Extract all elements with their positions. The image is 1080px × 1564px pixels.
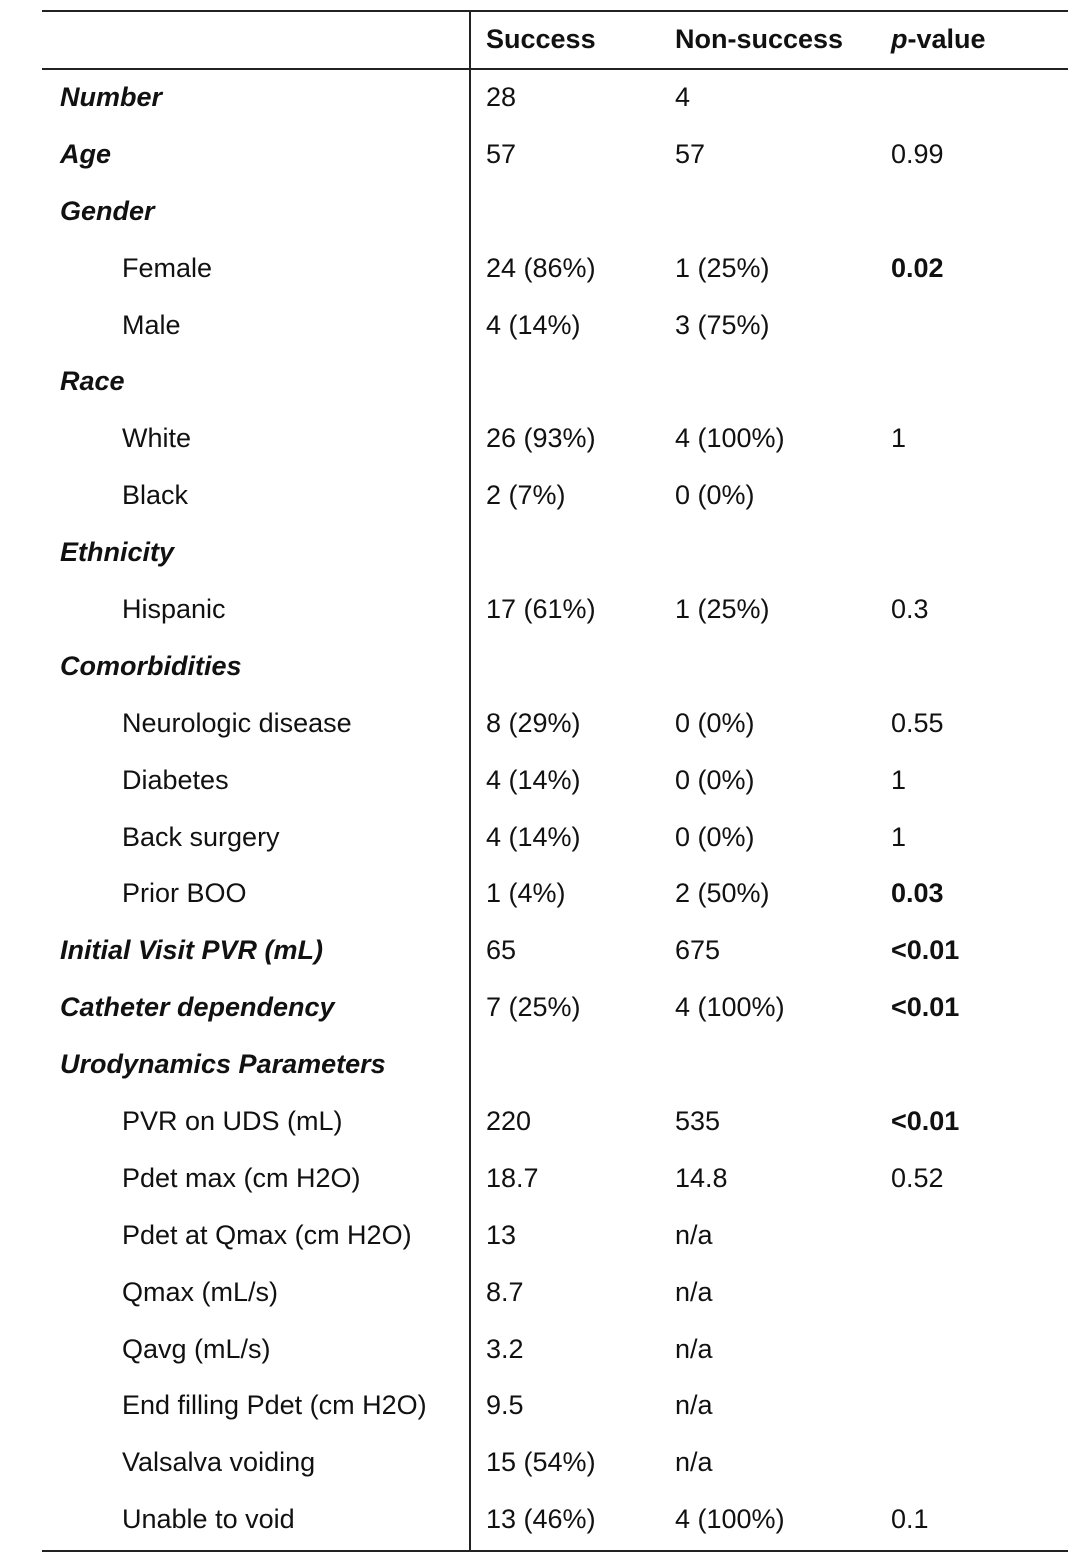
- cell-p-value: 0.02: [891, 252, 944, 283]
- cell-non-success: n/a: [675, 1333, 713, 1364]
- cell-success: 8 (29%): [486, 707, 581, 738]
- table-row: [42, 1265, 1068, 1322]
- cell-success: 9.5: [486, 1390, 524, 1421]
- cell-success: 1 (4%): [486, 878, 566, 909]
- table-header-row: [42, 10, 1068, 68]
- cell-non-success: 1 (25%): [675, 594, 770, 625]
- header-non-success: Non-success: [675, 24, 844, 54]
- cell-success: 220: [486, 1106, 532, 1137]
- table-row: [42, 1037, 1068, 1094]
- row-sub-label: Pdet at Qmax (cm H2O): [122, 1219, 412, 1250]
- table-row: [42, 70, 1068, 127]
- row-sub-label: Diabetes: [122, 764, 229, 795]
- cell-non-success: 3 (75%): [675, 309, 770, 340]
- cell-non-success: 57: [675, 138, 706, 169]
- cell-non-success: 0 (0%): [675, 821, 755, 852]
- table-row: [42, 923, 1068, 980]
- cell-success: 57: [486, 138, 517, 169]
- row-section-label: Gender: [60, 195, 155, 226]
- cell-success: 65: [486, 935, 517, 966]
- cell-success: 18.7: [486, 1162, 539, 1193]
- table-row: [42, 1492, 1068, 1549]
- table-row: [42, 1094, 1068, 1151]
- table-row: [42, 980, 1068, 1037]
- table-bottom-rule: [42, 1550, 1068, 1552]
- table-row: [42, 810, 1068, 867]
- row-section-label: Ethnicity: [60, 537, 175, 568]
- cell-non-success: 2 (50%): [675, 878, 770, 909]
- header-p-italic: p: [891, 24, 908, 54]
- header-p-rest: -value: [907, 24, 986, 54]
- cell-non-success: n/a: [675, 1390, 713, 1421]
- cell-non-success: 535: [675, 1106, 721, 1137]
- table-row: [42, 1208, 1068, 1265]
- row-section-label: Race: [60, 366, 125, 397]
- row-section-label: Urodynamics Parameters: [60, 1049, 386, 1080]
- cell-non-success: 4 (100%): [675, 992, 785, 1023]
- row-section-label: Catheter dependency: [60, 992, 335, 1023]
- table-row: [42, 411, 1068, 468]
- table-row: [42, 1435, 1068, 1492]
- cell-p-value: 0.55: [891, 707, 944, 738]
- row-sub-label: Pdet max (cm H2O): [122, 1162, 361, 1193]
- table-body: [42, 70, 1068, 1549]
- cell-p-value: <0.01: [891, 992, 960, 1023]
- cell-success: 26 (93%): [486, 423, 596, 454]
- row-sub-label: End filling Pdet (cm H2O): [122, 1390, 427, 1421]
- cell-success: 24 (86%): [486, 252, 596, 283]
- cell-non-success: n/a: [675, 1219, 713, 1250]
- cell-success: 3.2: [486, 1333, 524, 1364]
- row-sub-label: Black: [122, 480, 189, 511]
- cell-p-value: 1: [891, 821, 907, 852]
- cell-p-value: 0.1: [891, 1504, 929, 1535]
- row-sub-label: Hispanic: [122, 594, 226, 625]
- table-row: [42, 582, 1068, 639]
- row-sub-label: Male: [122, 309, 181, 340]
- table-row: [42, 639, 1068, 696]
- header-success: Success: [486, 24, 596, 54]
- row-section-label: Age: [60, 138, 112, 169]
- cell-p-value: 0.99: [891, 138, 944, 169]
- cell-non-success: n/a: [675, 1447, 713, 1478]
- cell-p-value: <0.01: [891, 935, 960, 966]
- row-sub-label: Prior BOO: [122, 878, 247, 909]
- row-section-label: Comorbidities: [60, 650, 242, 681]
- row-sub-label: Qavg (mL/s): [122, 1333, 271, 1364]
- cell-success: 13: [486, 1219, 517, 1250]
- cell-success: 4 (14%): [486, 764, 581, 795]
- row-sub-label: Neurologic disease: [122, 707, 352, 738]
- cell-non-success: 14.8: [675, 1162, 728, 1193]
- cell-non-success: 0 (0%): [675, 480, 755, 511]
- cell-p-value: 1: [891, 423, 907, 454]
- table-row: [42, 1322, 1068, 1379]
- row-sub-label: Valsalva voiding: [122, 1447, 316, 1478]
- table-row: [42, 354, 1068, 411]
- cell-success: 4 (14%): [486, 821, 581, 852]
- cell-non-success: 4 (100%): [675, 1504, 785, 1535]
- table-row: [42, 1378, 1068, 1435]
- table-row: [42, 696, 1068, 753]
- table-row: [42, 1151, 1068, 1208]
- table-row: [42, 468, 1068, 525]
- row-sub-label: Qmax (mL/s): [122, 1276, 279, 1307]
- table-row: [42, 184, 1068, 241]
- cell-non-success: 0 (0%): [675, 707, 755, 738]
- cell-success: 15 (54%): [486, 1447, 596, 1478]
- row-sub-label: Back surgery: [122, 821, 280, 852]
- header-p-value: [891, 24, 986, 55]
- cell-success: 2 (7%): [486, 480, 566, 511]
- cell-non-success: 0 (0%): [675, 764, 755, 795]
- table-row: [42, 866, 1068, 923]
- row-section-label: Number: [60, 82, 163, 112]
- cell-success: 28: [486, 82, 517, 112]
- table-row: [42, 753, 1068, 810]
- cell-success: 13 (46%): [486, 1504, 596, 1535]
- cell-p-value: 1: [891, 764, 907, 795]
- table-row: [42, 525, 1068, 582]
- cell-p-value: 0.52: [891, 1162, 944, 1193]
- cell-p-value: 0.3: [891, 594, 929, 625]
- table-row: [42, 241, 1068, 298]
- cell-non-success: 4: [675, 82, 691, 112]
- cell-success: 7 (25%): [486, 992, 581, 1023]
- row-sub-label: PVR on UDS (mL): [122, 1106, 343, 1137]
- row-section-label: Initial Visit PVR (mL): [60, 935, 324, 966]
- row-sub-label: White: [122, 423, 192, 454]
- cell-p-value: <0.01: [891, 1106, 960, 1137]
- cell-p-value: 0.03: [891, 878, 944, 909]
- row-sub-label: Unable to void: [122, 1504, 295, 1535]
- table-row: [42, 127, 1068, 184]
- cell-non-success: 675: [675, 935, 721, 966]
- cell-success: 17 (61%): [486, 594, 596, 625]
- cell-non-success: 4 (100%): [675, 423, 785, 454]
- cell-success: 8.7: [486, 1276, 524, 1307]
- row-sub-label: Female: [122, 252, 213, 283]
- cell-non-success: n/a: [675, 1276, 713, 1307]
- cell-non-success: 1 (25%): [675, 252, 770, 283]
- table-row: [42, 298, 1068, 355]
- cell-success: 4 (14%): [486, 309, 581, 340]
